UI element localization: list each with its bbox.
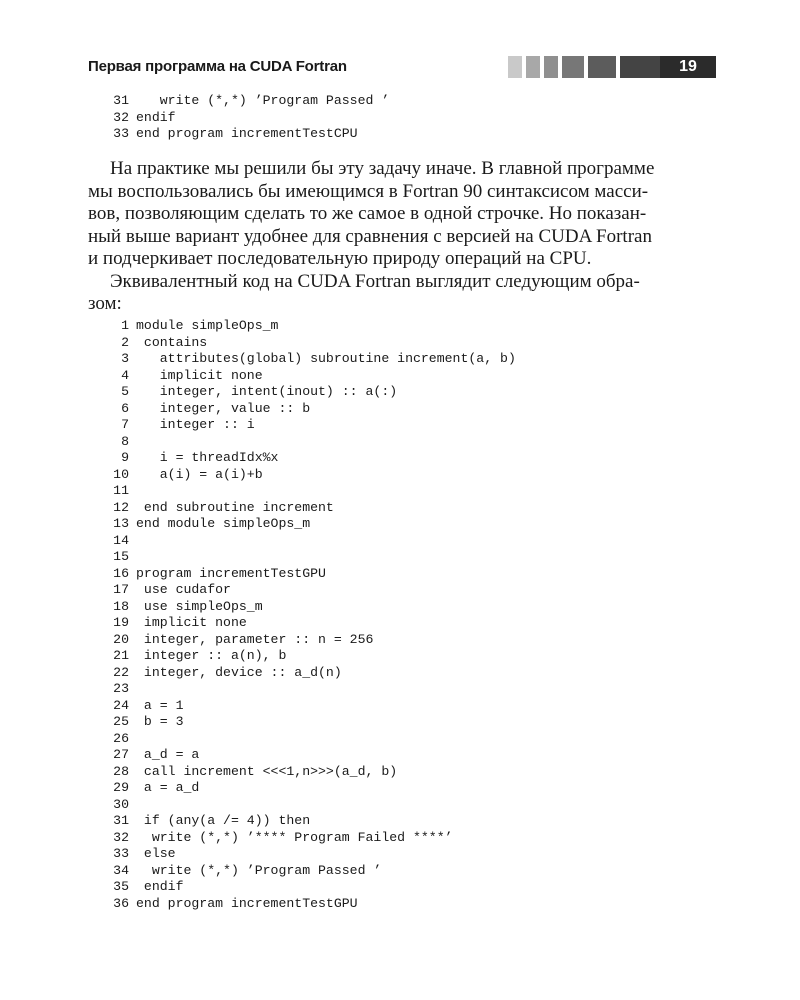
code-text <box>129 731 136 746</box>
line-number: 7 <box>121 417 129 432</box>
code-text: implicit none <box>136 615 247 630</box>
line-number: 34 <box>113 862 129 878</box>
text-line: Эквивалентный код на CUDA Fortran выглядит следующим обра- <box>110 270 640 292</box>
code-line <box>107 648 516 665</box>
line-number: 15 <box>113 549 129 564</box>
paragraph <box>88 158 716 271</box>
code-line <box>107 599 516 616</box>
code-text <box>129 797 136 812</box>
line-number: 36 <box>113 895 129 911</box>
line-number: 16 <box>113 565 129 581</box>
code-text: module simpleOps_m <box>136 318 279 333</box>
code-text: else <box>136 846 176 861</box>
line-number: 31 <box>113 93 129 108</box>
code-line <box>107 714 516 731</box>
line-number: 9 <box>121 450 129 465</box>
line-number: 17 <box>113 582 129 597</box>
header-stripe <box>562 56 584 78</box>
code-line <box>107 110 389 127</box>
code-text: integer, device :: a_d(n) <box>136 664 342 680</box>
code-line <box>107 93 389 110</box>
code-line <box>107 764 516 781</box>
code-line <box>107 582 516 599</box>
page-number: 19 <box>660 56 716 78</box>
code-line <box>107 681 516 698</box>
code-text: attributes(global) subroutine increment(a, b) <box>136 351 516 366</box>
code-text: end module simpleOps_m <box>136 516 311 531</box>
line-number: 6 <box>121 400 129 416</box>
line-number: 13 <box>113 516 129 531</box>
code-text: write (*,*) ’**** Program Failed ****’ <box>136 829 453 845</box>
line-number: 32 <box>113 829 129 845</box>
line-number: 27 <box>113 747 129 762</box>
code-line <box>107 698 516 715</box>
line-number: 21 <box>113 648 129 663</box>
code-line <box>107 615 516 632</box>
code-text: end program incrementTestGPU <box>136 895 358 911</box>
text-line: и подчеркивает последовательную природу операций на CPU. <box>88 248 592 269</box>
line-number: 33 <box>113 126 129 141</box>
line-number: 35 <box>113 879 129 894</box>
code-line <box>107 417 516 434</box>
code-line <box>107 368 516 385</box>
line-number: 23 <box>113 681 129 696</box>
code-text: a(i) = a(i)+b <box>136 466 263 482</box>
line-number: 10 <box>113 466 129 482</box>
code-text: a = 1 <box>136 697 184 713</box>
line-number: 29 <box>113 780 129 795</box>
line-number: 24 <box>113 697 129 713</box>
code-text <box>129 434 136 449</box>
code-text: integer, parameter :: n = 256 <box>136 631 374 647</box>
code-text: write (*,*) ’Program Passed ’ <box>136 93 390 108</box>
code-line <box>107 384 516 401</box>
code-line <box>107 813 516 830</box>
code-text: end program incrementTestCPU <box>136 126 358 141</box>
code-text: integer :: i <box>136 417 255 432</box>
code-line <box>107 533 516 550</box>
code-text: endif <box>136 109 176 125</box>
line-number: 30 <box>113 796 129 812</box>
line-number: 5 <box>121 384 129 399</box>
header-stripe <box>508 56 522 78</box>
line-number: 20 <box>113 631 129 647</box>
line-number: 22 <box>113 664 129 680</box>
text-line: вов, позволяющим сделать то же самое в одной строчке. Но показан- <box>88 203 647 224</box>
code-line <box>107 896 516 913</box>
page-header <box>88 56 716 78</box>
code-line <box>107 434 516 451</box>
code-text: write (*,*) ’Program Passed ’ <box>136 862 382 878</box>
code-line <box>107 780 516 797</box>
code-text: use cudafor <box>136 582 231 597</box>
paragraph <box>88 271 716 316</box>
line-number: 11 <box>113 483 129 498</box>
code-line <box>107 450 516 467</box>
text-line: мы воспользовались бы имеющимся в Fortran 90 синтаксисом масси- <box>88 180 649 202</box>
line-number: 1 <box>121 318 129 333</box>
line-number: 14 <box>113 532 129 548</box>
code-line <box>107 351 516 368</box>
code-text <box>129 533 136 548</box>
code-listing-cuda <box>107 318 516 912</box>
code-text: integer :: a(n), b <box>136 648 287 663</box>
code-text: endif <box>136 879 184 894</box>
code-text <box>129 483 136 498</box>
code-line <box>107 549 516 566</box>
line-number: 26 <box>113 730 129 746</box>
code-line <box>107 566 516 583</box>
code-text: use simpleOps_m <box>136 598 263 614</box>
code-listing-cpu-tail <box>107 93 389 143</box>
code-line <box>107 318 516 335</box>
header-stripe <box>526 56 540 78</box>
running-title: Первая программа на CUDA Fortran <box>88 58 347 75</box>
code-line <box>107 632 516 649</box>
code-line <box>107 467 516 484</box>
code-line <box>107 731 516 748</box>
code-line <box>107 879 516 896</box>
code-text: a = a_d <box>136 780 200 795</box>
code-text: call increment <<<1,n>>>(a_d, b) <box>136 763 398 779</box>
code-text <box>129 549 136 564</box>
text-line: ный выше вариант удобнее для сравнения с версией на CUDA Fortran <box>88 225 652 247</box>
line-number: 25 <box>113 714 129 729</box>
line-number: 18 <box>113 598 129 614</box>
line-number: 3 <box>121 351 129 366</box>
code-line <box>107 500 516 517</box>
line-number: 12 <box>113 499 129 515</box>
code-line <box>107 335 516 352</box>
header-stripe <box>620 56 660 78</box>
header-stripe <box>544 56 558 78</box>
code-text: a_d = a <box>136 747 200 762</box>
code-text: program incrementTestGPU <box>136 565 326 581</box>
body-text <box>88 158 716 316</box>
code-line <box>107 846 516 863</box>
code-text: b = 3 <box>136 714 184 729</box>
line-number: 32 <box>113 109 129 125</box>
code-line <box>107 665 516 682</box>
line-number: 2 <box>121 334 129 350</box>
code-line <box>107 863 516 880</box>
header-stripe <box>588 56 616 78</box>
code-text: if (any(a /= 4)) then <box>136 813 311 828</box>
code-text: integer, intent(inout) :: a(:) <box>136 384 398 399</box>
line-number: 8 <box>121 433 129 449</box>
code-text: i = threadIdx%x <box>136 450 279 465</box>
code-line <box>107 797 516 814</box>
line-number: 19 <box>113 615 129 630</box>
code-line <box>107 126 389 143</box>
line-number: 31 <box>113 813 129 828</box>
line-number: 28 <box>113 763 129 779</box>
code-line <box>107 747 516 764</box>
code-line <box>107 516 516 533</box>
code-text: end subroutine increment <box>136 499 334 515</box>
code-text: contains <box>136 334 208 350</box>
code-text: implicit none <box>136 367 263 383</box>
line-number: 4 <box>121 367 129 383</box>
text-line: На практике мы решили бы эту задачу иначе. В главной программе <box>110 158 655 179</box>
line-number: 33 <box>113 846 129 861</box>
code-line <box>107 830 516 847</box>
text-line: зом: <box>88 293 122 314</box>
code-line <box>107 483 516 500</box>
code-text <box>129 681 136 696</box>
code-line <box>107 401 516 418</box>
code-text: integer, value :: b <box>136 400 311 416</box>
